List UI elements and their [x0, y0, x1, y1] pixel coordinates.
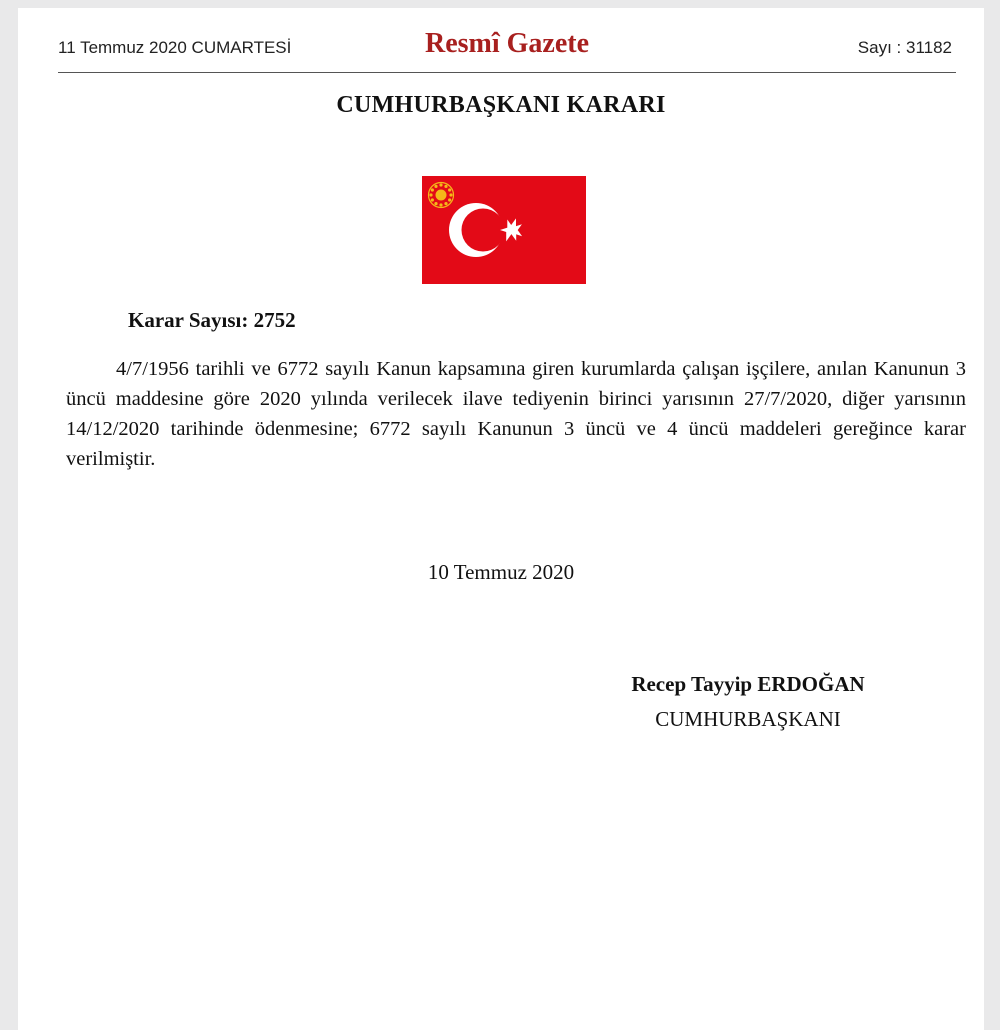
decree-number: Karar Sayısı: 2752	[128, 308, 296, 332]
publication-date: 11 Temmuz 2020 CUMARTESİ	[58, 38, 292, 57]
gazette-header	[58, 28, 956, 73]
gazette-page	[18, 8, 984, 1030]
decree-date: 10 Temmuz 2020	[427, 560, 575, 584]
decree-body: 4/7/1956 tarihli ve 6772 sayılı Kanun kapsamına giren kurumlarda çalışan işçilere, anılan Kanunun 3 üncü maddesine göre 2020 yılında verilecek ilave tediyenin birinci yarısının 27/7/2020, diğer yarısının 14/12/2020 tarihinde ödenmesine; 6772 sayılı Kanunun 3 üncü ve 4 üncü maddeleri gereğince karar verilmiştir.	[66, 358, 966, 470]
signer-title: CUMHURBAŞKANI	[655, 707, 841, 731]
signer-name: Recep Tayyip ERDOĞAN	[631, 672, 865, 696]
issue-number: Sayı : 31182	[857, 38, 952, 57]
gazette-title: Resmî Gazete	[424, 28, 590, 59]
decree-heading: CUMHURBAŞKANI KARARI	[336, 92, 666, 118]
signature-block	[598, 672, 898, 732]
presidential-flag-icon	[422, 176, 586, 284]
